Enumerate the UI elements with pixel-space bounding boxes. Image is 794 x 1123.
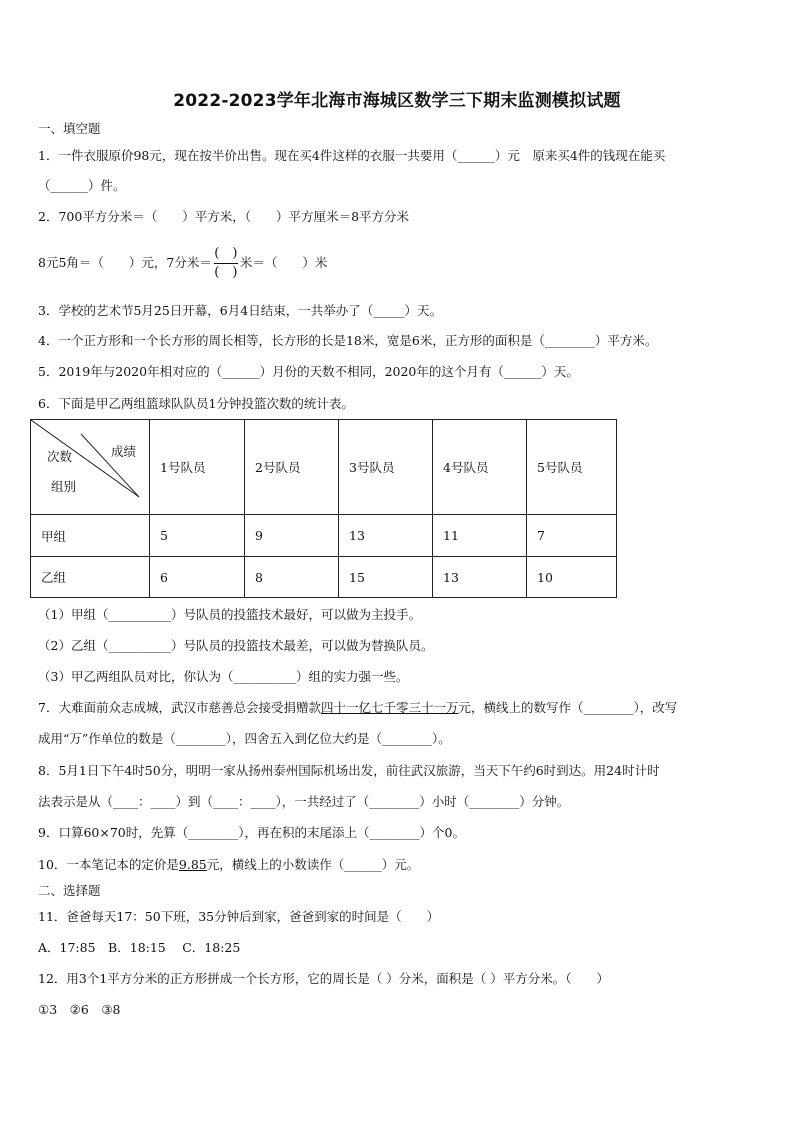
table-cell: 5 (150, 515, 245, 557)
question-6: 6．下面是甲乙两组篮球队队员1分钟投篮次数的统计表。 (38, 396, 354, 411)
question-8-line-2: 法表示是从（____：____）到（____：____），一共经过了（________）小时（________）分钟。 (38, 794, 570, 809)
question-12: 12．用3个1平方分米的正方形拼成一个长方形，它的周长是（ ）分米，面积是（ ）平方分米。（ ） (38, 971, 610, 986)
underlined-price: 9.85 (178, 857, 207, 872)
table-cell: 11 (433, 515, 527, 557)
question-7-prefix: 7．大难面前众志成城，武汉市慈善总会接受捐赠款 (38, 700, 321, 715)
question-12-options: ①3 ②6 ③8 (38, 1002, 121, 1017)
table-row-label: 乙组 (31, 557, 150, 598)
question-1-line-1: 1．一件衣服原价98元，现在按半价出售。现在买4件这样的衣服一共要用（______）元 原来买4件的钱现在能买 (38, 148, 666, 163)
question-3: 3．学校的艺术节5月25日开幕，6月4日结束，一共举办了（_____）天。 (38, 303, 442, 318)
corner-diagonal-lines (31, 420, 149, 514)
corner-label-group: 组别 (51, 479, 77, 494)
fraction (214, 245, 238, 282)
question-6-part-2: （2）乙组（__________）号队员的投篮技术最差，可以做为替换队员。 (38, 638, 434, 653)
fraction-denominator: ( ) (214, 265, 238, 280)
table-cell: 10 (527, 557, 617, 598)
table-header-cell: 1号队员 (150, 420, 245, 515)
table-header-cell: 3号队员 (339, 420, 433, 515)
section-heading-choice: 二、选择题 (38, 883, 101, 898)
corner-label-score: 成绩 (111, 444, 137, 459)
table-header-cell: 2号队员 (245, 420, 339, 515)
table-cell: 7 (527, 515, 617, 557)
question-9: 9．口算60×70时，先算（________），再在积的末尾添上（________）个0。 (38, 825, 465, 840)
table-row (31, 557, 617, 598)
question-7-suffix: 元，横线上的数写作（________），改写 (458, 700, 678, 715)
question-2-line-2 (38, 243, 327, 283)
question-8-line-1: 8．5月1日下午4时50分，明明一家从扬州泰州国际机场出发，前往武汉旅游，当天下午约6时到达。用24时计时 (38, 763, 660, 778)
underlined-amount: 四十一亿七千零三十一万 (320, 700, 459, 715)
question-7-line-1 (38, 700, 677, 716)
page-title: 2022-2023学年北海市海城区数学三下期末监测模拟试题 (173, 91, 621, 111)
question-2-suffix: 米＝（ ）米 (239, 255, 328, 270)
table-row (31, 515, 617, 557)
question-1-line-2: （______）件。 (38, 178, 126, 193)
question-7-line-2: 成用“万”作单位的数是（________），四舍五入到亿位大约是（________）。 (38, 731, 451, 746)
question-5: 5．2019年与2020年相对应的（______）月份的天数不相同，2020年的这个月有（______）天。 (38, 364, 579, 379)
table-header-cell: 4号队员 (433, 420, 527, 515)
table-header-cell: 5号队员 (527, 420, 617, 515)
table-cell: 13 (339, 515, 433, 557)
table-cell: 9 (245, 515, 339, 557)
table-cell: 13 (433, 557, 527, 598)
question-10-prefix: 10．一本笔记本的定价是 (38, 857, 179, 872)
table-corner-cell (31, 420, 150, 515)
question-6-part-1: （1）甲组（__________）号队员的投篮技术最好，可以做为主投手。 (38, 607, 421, 622)
corner-label-count: 次数 (47, 449, 73, 464)
question-2-line-1: 2．700平方分米＝（ ）平方米，（ ）平方厘米＝8平方分米 (38, 209, 410, 224)
question-4: 4．一个正方形和一个长方形的周长相等，长方形的长是18米，宽是6米，正方形的面积是（________）平方米。 (38, 333, 658, 348)
table-cell: 6 (150, 557, 245, 598)
question-11: 11．爸爸每天17：50下班，35分钟后到家，爸爸到家的时间是（ ） (38, 909, 440, 924)
table-header-row (31, 420, 617, 515)
stats-table (30, 419, 617, 598)
fraction-numerator: ( ) (214, 246, 238, 261)
question-10 (38, 857, 419, 873)
section-heading-fill-blank: 一、填空题 (38, 121, 101, 136)
question-10-suffix: 元，横线上的小数读作（______）元。 (206, 857, 420, 872)
question-2-prefix: 8元5角＝（ ）元，7分米＝ (38, 255, 212, 270)
table-row-label: 甲组 (31, 515, 150, 557)
question-11-options: A．17:85 B．18:15 C．18:25 (38, 940, 241, 955)
question-6-part-3: （3）甲乙两组队员对比，你认为（__________）组的实力强一些。 (38, 669, 409, 684)
table-cell: 15 (339, 557, 433, 598)
table-cell: 8 (245, 557, 339, 598)
